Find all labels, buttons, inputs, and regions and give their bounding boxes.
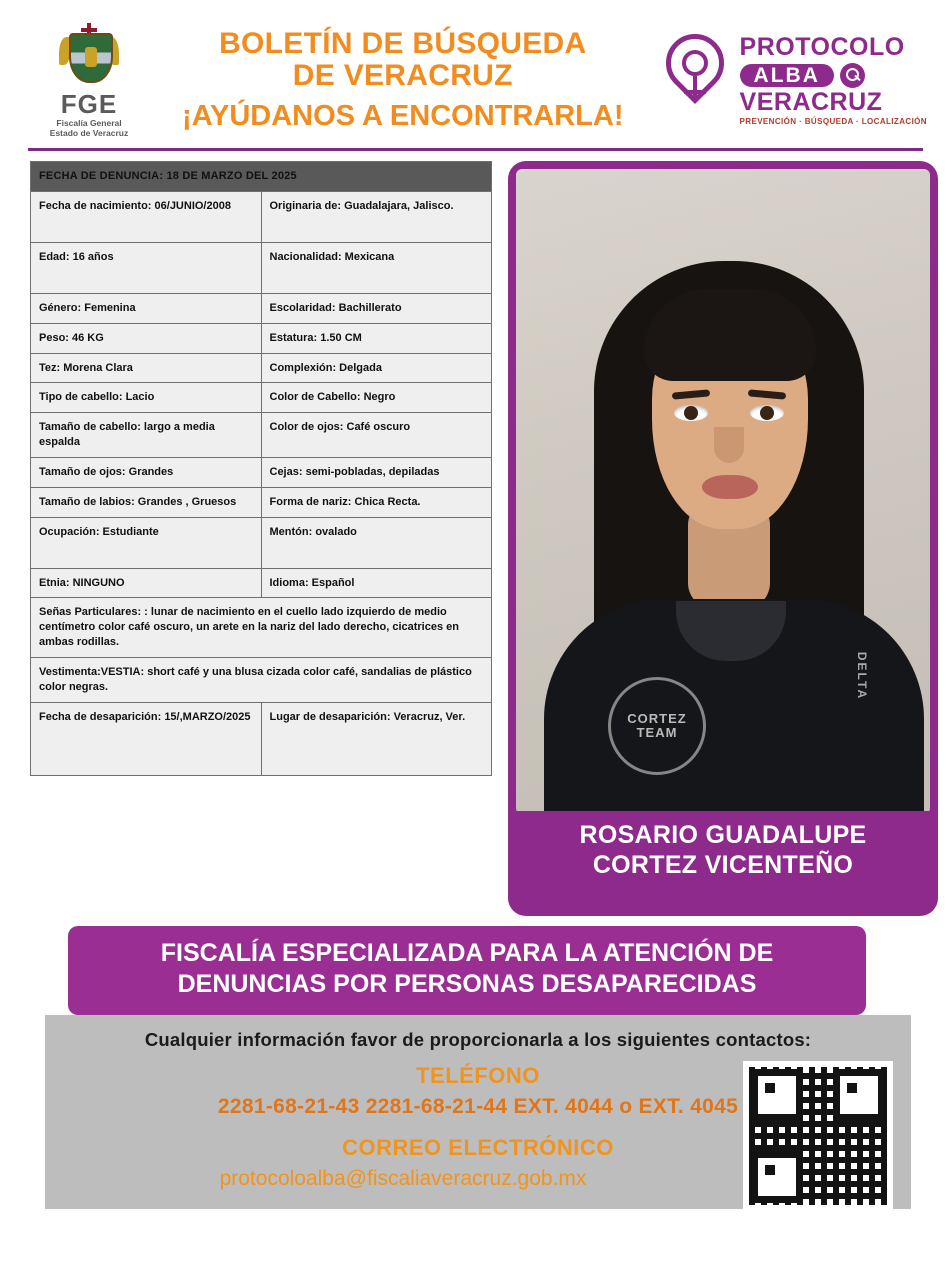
fge-acronym: FGE bbox=[60, 88, 118, 119]
name-line-1: ROSARIO GUADALUPE bbox=[579, 821, 867, 849]
contact-heading: Cualquier información favor de proporcionarla a los siguientes contactos: bbox=[144, 1028, 812, 1050]
missing-person-photo bbox=[516, 169, 930, 814]
table-row bbox=[31, 293, 492, 323]
field-chin: Mentón: ovalado bbox=[261, 517, 492, 568]
email-label: CORREO ELECTRÓNICO bbox=[342, 1134, 614, 1160]
poster-header bbox=[0, 0, 951, 155]
field-build: Complexión: Delgada bbox=[261, 353, 492, 383]
person-data-table bbox=[30, 161, 492, 916]
field-nose: Forma de nariz: Chica Recta. bbox=[261, 487, 492, 517]
field-ethnicity: Etnia: NINGUNO bbox=[31, 568, 262, 598]
field-language: Idioma: Español bbox=[261, 568, 492, 598]
field-disappearance-date: Fecha de desaparición: 15/,MARZO/2025 bbox=[31, 702, 262, 775]
phone-numbers: 2281-68-21-43 2281-68-21-44 EXT. 4044 o EXT. 4045 bbox=[217, 1094, 739, 1118]
field-lips: Tamaño de labios: Grandes , Gruesos bbox=[31, 487, 262, 517]
title-line-1: BOLETÍN DE BÚSQUEDA bbox=[219, 26, 587, 60]
alba-protocolo-label: PROTOCOLO bbox=[739, 33, 905, 61]
photo-frame bbox=[508, 161, 938, 916]
table-row bbox=[31, 457, 492, 487]
protocolo-alba-logo bbox=[658, 32, 931, 130]
alba-veracruz-label: VERACRUZ bbox=[739, 88, 883, 116]
field-skin: Tez: Morena Clara bbox=[31, 353, 262, 383]
table-row bbox=[31, 413, 492, 458]
field-education: Escolaridad: Bachillerato bbox=[261, 293, 492, 323]
poster-body bbox=[0, 155, 951, 916]
field-age: Edad: 16 años bbox=[31, 242, 262, 293]
field-clothing: Vestimenta:VESTIA: short café y una blusa cizada color café, sandalias de plástico color negras. bbox=[31, 657, 492, 702]
field-disappearance-place: Lugar de desaparición: Veracruz, Ver. bbox=[261, 702, 492, 775]
coat-of-arms-icon bbox=[61, 23, 117, 89]
photo-panel bbox=[508, 161, 938, 916]
field-hair-color: Color de Cabello: Negro bbox=[261, 383, 492, 413]
table-row bbox=[31, 191, 492, 242]
qr-code[interactable] bbox=[743, 1061, 893, 1211]
table-row bbox=[31, 517, 492, 568]
field-nationality: Nacionalidad: Mexicana bbox=[261, 242, 492, 293]
field-occupation: Ocupación: Estudiante bbox=[31, 517, 262, 568]
header-divider bbox=[28, 148, 923, 151]
field-origin: Originaria de: Guadalajara, Jalisco. bbox=[261, 191, 492, 242]
field-birthdate: Fecha de nacimiento: 06/JUNIO/2008 bbox=[31, 191, 262, 242]
field-hair-length: Tamaño de cabello: largo a media espalda bbox=[31, 413, 262, 458]
table-row bbox=[31, 383, 492, 413]
search-icon bbox=[840, 63, 865, 88]
header-subtitle: ¡AYÚDANOS A ENCONTRARLA! bbox=[182, 100, 624, 133]
shirt-side-text: DELTA bbox=[854, 651, 869, 701]
field-eye-size: Tamaño de ojos: Grandes bbox=[31, 457, 262, 487]
email-address[interactable]: protocoloalba@fiscaliaveracruz.gob.mx bbox=[219, 1166, 587, 1190]
table-row bbox=[31, 598, 492, 658]
field-eye-color: Color de ojos: Café oscuro bbox=[261, 413, 492, 458]
table-row bbox=[31, 162, 492, 192]
title-line-2: DE VERACRUZ bbox=[292, 58, 513, 92]
phone-label: TELÉFONO bbox=[416, 1062, 540, 1088]
table-row bbox=[31, 568, 492, 598]
header-titles bbox=[148, 28, 658, 133]
contact-block bbox=[45, 1015, 911, 1209]
table-row bbox=[31, 487, 492, 517]
report-date-header: FECHA DE DENUNCIA: 18 DE MARZO DEL 2025 bbox=[31, 162, 492, 192]
name-line-2: CORTEZ VICENTEÑO bbox=[592, 850, 854, 879]
prosecutor-office-banner: FISCALÍA ESPECIALIZADA PARA LA ATENCIÓN DE DENUNCIAS POR PERSONAS DESAPARECIDAS bbox=[68, 926, 866, 1015]
fge-line1: Fiscalía General bbox=[56, 117, 122, 128]
field-gender: Género: Femenina bbox=[31, 293, 262, 323]
field-distinguishing-marks: Señas Particulares: : lunar de nacimiento en el cuello lado izquierdo de medio centímetro color café oscuro, un arete en la nariz del lado derecho, cicatrices en ambas rodillas. bbox=[31, 598, 492, 658]
location-pin-female-icon bbox=[658, 32, 734, 130]
field-eyebrows: Cejas: semi-pobladas, depiladas bbox=[261, 457, 492, 487]
field-height: Estatura: 1.50 CM bbox=[261, 323, 492, 353]
fge-line2: Estado de Veracruz bbox=[49, 127, 129, 138]
table-row bbox=[31, 323, 492, 353]
missing-person-name bbox=[516, 811, 930, 894]
table-row bbox=[31, 702, 492, 775]
alba-tagline: PREVENCIÓN · BÚSQUEDA · LOCALIZACIÓN bbox=[739, 117, 927, 126]
field-weight: Peso: 46 KG bbox=[31, 323, 262, 353]
field-hair-type: Tipo de cabello: Lacio bbox=[31, 383, 262, 413]
table-row bbox=[31, 353, 492, 383]
table-row bbox=[31, 657, 492, 702]
shirt-logo-text: CORTEZ TEAM bbox=[608, 677, 706, 775]
alba-label: ALBA bbox=[740, 64, 834, 87]
table-row bbox=[31, 242, 492, 293]
fge-logo bbox=[30, 23, 148, 139]
